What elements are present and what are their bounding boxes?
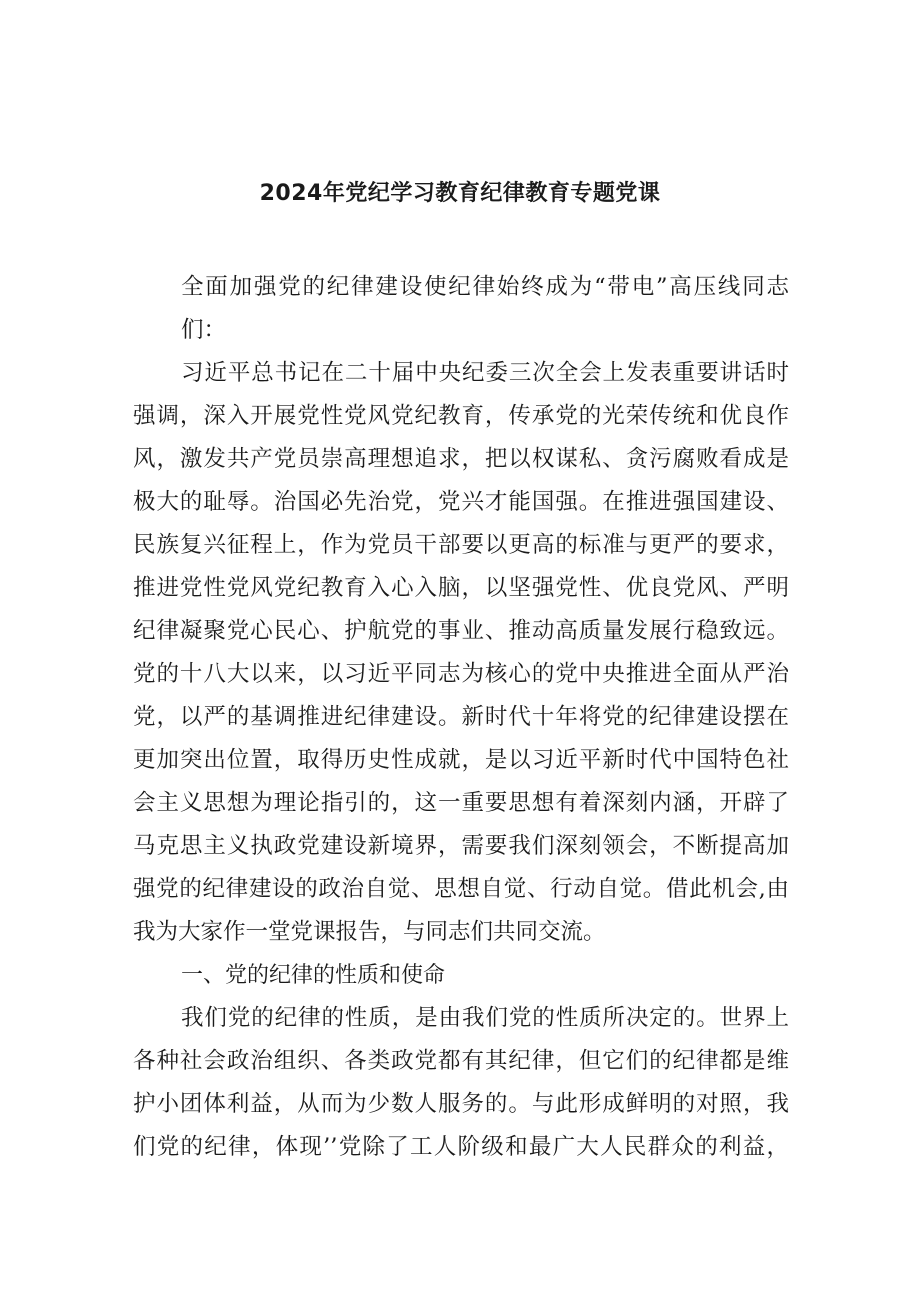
paragraph-line: 更加突出位置，取得历史性成就，是以习近平新时代中国特色社 [133,747,789,773]
paragraph-line: 护小团体利益，从而为少数人服务的。与此形成鲜明的对照，我 [133,1091,789,1117]
paragraph-line: 党，以严的基调推进纪律建设。新时代十年将党的纪律建设摆在 [133,704,789,730]
paragraph-line: 纪律凝聚党心民心、护航党的事业、推动高质量发展行稳致远。 [133,618,789,644]
paragraph-line: 们党的纪律，体现’’党除了工人阶级和最广大人民群众的利益， [133,1134,789,1160]
paragraph-line: 全面加强党的纪律建设使纪律始终成为“带电”高压线同志 [181,274,789,300]
paragraph-line: 各种社会政治组织、各类政党都有其纪律，但它们的纪律都是维 [133,1048,789,1074]
paragraph-line: 马克思主义执政党建设新境界，需要我们深刻领会，不断提高加 [133,833,789,859]
paragraph-line: 极大的耻辱。治国必先治党，党兴才能国强。在推进强国建设、 [133,489,789,515]
paragraph-line: 习近平总书记在二十届中央纪委三次全会上发表重要讲话时 [181,360,789,386]
paragraph-line: 推进党性党风党纪教育入心入脑，以坚强党性、优良党风、严明 [133,575,789,601]
paragraph-line: 我为大家作一堂党课报告，与同志们共同交流。 [133,919,606,945]
document-title: 2024年党纪学习教育纪律教育专题党课 [259,181,661,206]
paragraph-line: 会主义思想为理论指引的，这一重要思想有着深刻内涵，开辟了 [133,790,789,816]
paragraph-line: 风，激发共产党员崇高理想追求，把以权谋私、贪污腐败看成是 [133,446,789,472]
document-body [133,266,789,1169]
paragraph-line: 们： [181,317,227,343]
paragraph-line: 我们党的纪律的性质，是由我们党的性质所决定的。世界上 [181,1005,789,1031]
paragraph-line: 民族复兴征程上，作为党员干部要以更高的标准与更严的要求， [133,532,789,558]
paragraph-line: 党的十八大以来，以习近平同志为核心的党中央推进全面从严治 [133,661,789,687]
paragraph-line: 强党的纪律建设的政治自觉、思想自觉、行动自觉。借此机会,由 [133,876,789,902]
section-heading: 一、党的纪律的性质和使命 [181,963,446,988]
paragraph-line: 强调，深入开展党性党风党纪教育，传承党的光荣传统和优良作 [133,403,789,429]
